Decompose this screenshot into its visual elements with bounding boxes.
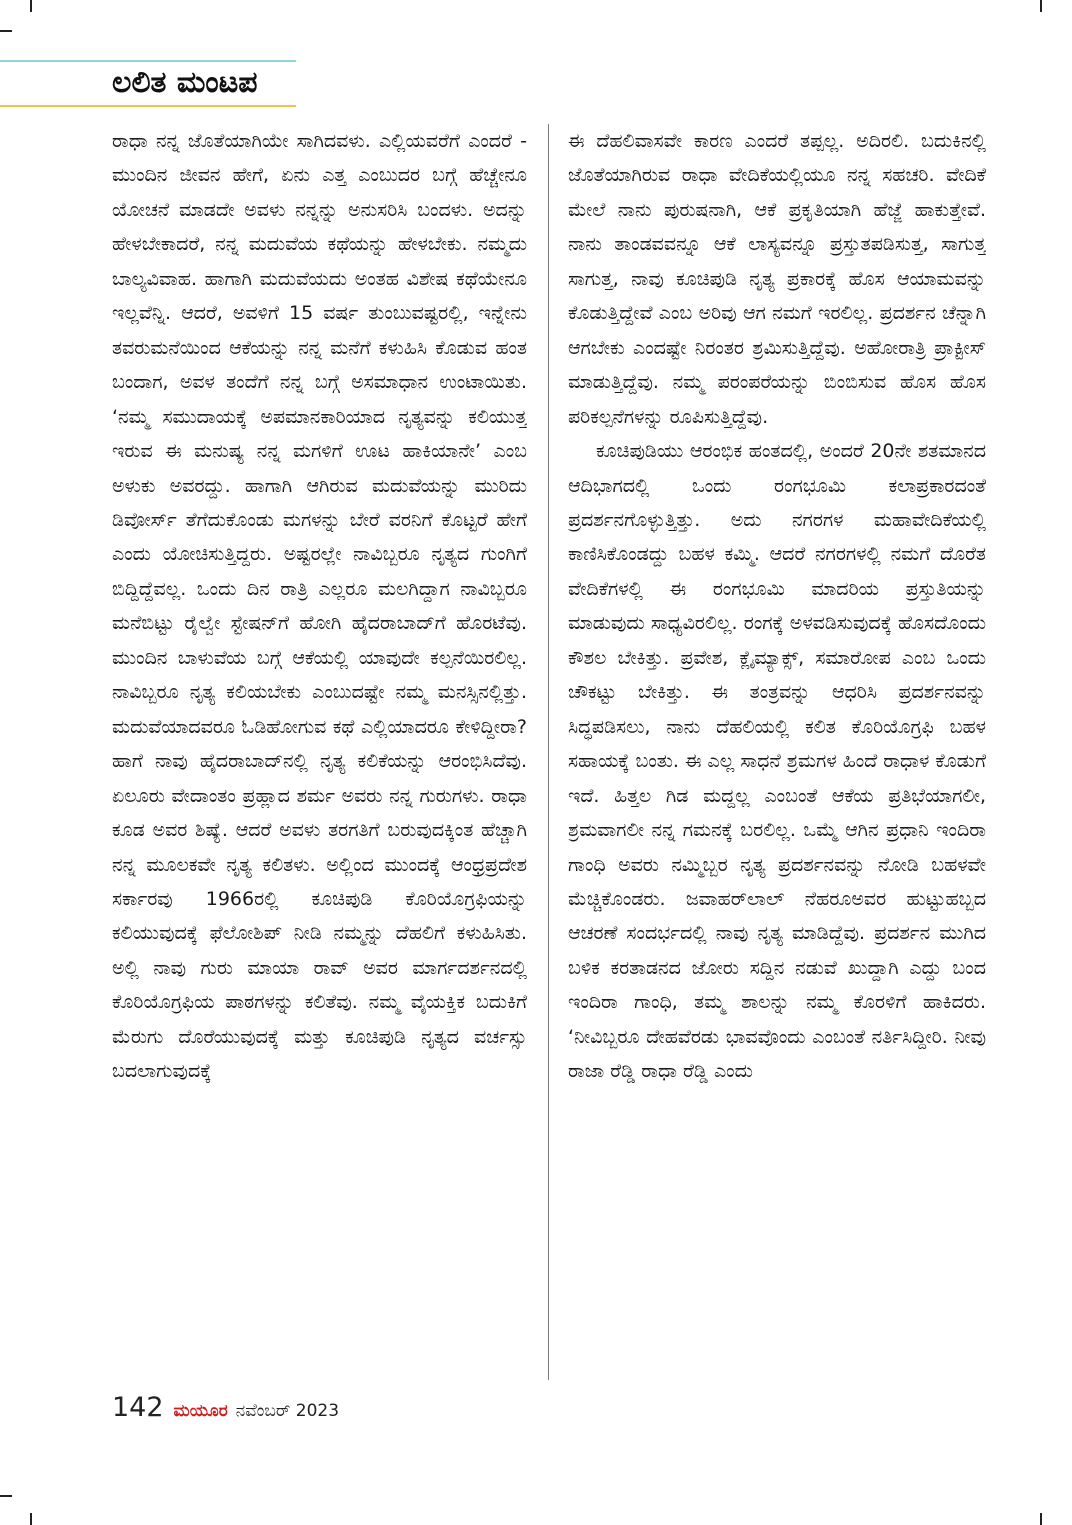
crop-mark-top-left xyxy=(30,0,32,12)
page-number: 142 xyxy=(112,1392,164,1423)
issue-date: ನವೆಂಬರ್ 2023 xyxy=(235,1401,340,1421)
crop-mark-bottom-right xyxy=(1040,1513,1042,1525)
crop-mark-left-bottom xyxy=(0,1495,12,1497)
magazine-logo: ಮಯೂರ xyxy=(173,1401,228,1421)
crop-mark-left-top xyxy=(0,30,12,32)
article-column-left xyxy=(112,124,527,1380)
section-title: ಲಲಿತ ಮಂಟಪ xyxy=(112,65,258,100)
article-column-right xyxy=(568,124,986,1380)
paragraph: ಕೂಚಿಪುಡಿಯು ಆರಂಭಿಕ ಹಂತದಲ್ಲಿ, ಅಂದರೆ 20ನೇ ಶತಮಾನದ ಆದಿಭಾಗದಲ್ಲಿ ಒಂದು ರಂಗಭೂಮಿ ಕಲಾಪ್ರಕಾರದಂತೆ ಪ್ರದರ್ಶನಗೊಳ್ಳುತ್ತಿತ್ತು. ಅದು ನಗರಗಳ ಮಹಾವೇದಿಕೆಯಲ್ಲಿ ಕಾಣಿಸಿಕೊಂಡದ್ದು ಬಹಳ ಕಮ್ಮಿ. ಆದರೆ ನಗರಗಳಲ್ಲಿ ನಮಗೆ ದೊರೆತ ವೇದಿಕೆಗಳಲ್ಲಿ ಈ ರಂಗಭೂಮಿ ಮಾದರಿಯ ಪ್ರಸ್ತುತಿಯನ್ನು ಮಾಡುವುದು ಸಾಧ್ಯವಿರಲಿಲ್ಲ. ರಂಗಕ್ಕೆ ಅಳವಡಿಸುವುದಕ್ಕೆ ಹೊಸದೊಂದು ಕೌಶಲ ಬೇಕಿತ್ತು. ಪ್ರವೇಶ, ಕ್ಲೈಮ್ಯಾಕ್ಸ್, ಸಮಾರೋಪ ಎಂಬ ಒಂದು ಚೌಕಟ್ಟು ಬೇಕಿತ್ತು. ಈ ತಂತ್ರವನ್ನು ಆಧರಿಸಿ ಪ್ರದರ್ಶನವನ್ನು ಸಿದ್ಧಪಡಿಸಲು, ನಾನು ದೆಹಲಿಯಲ್ಲಿ ಕಲಿತ ಕೊರಿಯೊಗ್ರಫಿ ಬಹಳ ಸಹಾಯಕ್ಕೆ ಬಂತು. ಈ ಎಲ್ಲ ಸಾಧನೆ ಶ್ರಮಗಳ ಹಿಂದೆ ರಾಧಾಳ ಕೊಡುಗೆ ಇದೆ. ಹಿತ್ತಲ ಗಿಡ ಮದ್ದಲ್ಲ ಎಂಬಂತೆ ಆಕೆಯ ಪ್ರತಿಭೆಯಾಗಲೀ, ಶ್ರಮವಾಗಲೀ ನನ್ನ ಗಮನಕ್ಕೆ ಬರಲಿಲ್ಲ. ಒಮ್ಮೆ ಆಗಿನ ಪ್ರಧಾನಿ ಇಂದಿರಾ ಗಾಂಧಿ ಅವರು ನಮ್ಮಿಬ್ಬರ ನೃತ್ಯ ಪ್ರದರ್ಶನವನ್ನು ನೋಡಿ ಬಹಳವೇ ಮೆಚ್ಚಿಕೊಂಡರು. ಜವಾಹರ್‌ಲಾಲ್ ನೆಹರೂಅವರ ಹುಟ್ಟುಹಬ್ಬದ ಆಚರಣೆ ಸಂದರ್ಭದಲ್ಲಿ ನಾವು ನೃತ್ಯ ಮಾಡಿದ್ದೆವು. ಪ್ರದರ್ಶನ ಮುಗಿದ ಬಳಿಕ ಕರತಾಡನದ ಜೋರು ಸದ್ದಿನ ನಡುವೆ ಖುದ್ದಾಗಿ ಎದ್ದು ಬಂದ ಇಂದಿರಾ ಗಾಂಧಿ, ತಮ್ಮ ಶಾಲನ್ನು ನಮ್ಮ ಕೊರಳಿಗೆ ಹಾಕಿದರು. ‘ನೀವಿಬ್ಬರೂ ದೇಹವೆರಡು ಭಾವವೊಂದು ಎಂಬಂತೆ ನರ್ತಿಸಿದ್ದೀರಿ. ನೀವು ರಾಜಾ ರೆಡ್ಡಿ ರಾಧಾ ರೆಡ್ಡಿ ಎಂದು xyxy=(568,440,986,1083)
title-rule-bottom xyxy=(0,105,296,107)
column-divider xyxy=(548,124,549,1380)
crop-mark-bottom-left xyxy=(30,1513,32,1525)
crop-mark-top-right xyxy=(1040,0,1042,12)
page-footer xyxy=(112,1392,339,1432)
paragraph: ರಾಧಾ ನನ್ನ ಜೊತೆಯಾಗಿಯೇ ಸಾಗಿದವಳು. ಎಲ್ಲಿಯವರೆಗೆ ಎಂದರೆ - ಮುಂದಿನ ಜೀವನ ಹೇಗೆ, ಏನು ಎತ್ತ ಎಂಬುದರ ಬಗ್ಗೆ ಹೆಚ್ಚೇನೂ ಯೋಚನೆ ಮಾಡದೇ ಅವಳು ನನ್ನನ್ನು ಅನುಸರಿಸಿ ಬಂದಳು. ಅದನ್ನು ಹೇಳಬೇಕಾದರೆ, ನನ್ನ ಮದುವೆಯ ಕಥೆಯನ್ನು ಹೇಳಬೇಕು. ನಮ್ಮದು ಬಾಲ್ಯವಿವಾಹ. ಹಾಗಾಗಿ ಮದುವೆಯದು ಅಂತಹ ವಿಶೇಷ ಕಥೆಯೇನೂ ಇಲ್ಲವೆನ್ನಿ. ಆದರೆ, ಅವಳಿಗೆ 15 ವರ್ಷ ತುಂಬುವಷ್ಟರಲ್ಲಿ, ಇನ್ನೇನು ತವರುಮನೆಯಿಂದ ಆಕೆಯನ್ನು ನನ್ನ ಮನೆಗೆ ಕಳುಹಿಸಿ ಕೊಡುವ ಹಂತ ಬಂದಾಗ, ಅವಳ ತಂದೆಗೆ ನನ್ನ ಬಗ್ಗೆ ಅಸಮಾಧಾನ ಉಂಟಾಯಿತು. ‘ನಮ್ಮ ಸಮುದಾಯಕ್ಕೆ ಅಪಮಾನಕಾರಿಯಾದ ನೃತ್ಯವನ್ನು ಕಲಿಯುತ್ತ ಇರುವ ಈ ಮನುಷ್ಯ ನನ್ನ ಮಗಳಿಗೆ ಊಟ ಹಾಕಿಯಾನೇ’ ಎಂಬ ಅಳುಕು ಅವರದ್ದು. ಹಾಗಾಗಿ ಆಗಿರುವ ಮದುವೆಯನ್ನು ಮುರಿದು ಡಿವೋರ್ಸ್ ತೆಗೆದುಕೊಂಡು ಮಗಳನ್ನು ಬೇರೆ ವರನಿಗೆ ಕೊಟ್ಟರೆ ಹೇಗೆ ಎಂದು ಯೋಚಿಸುತ್ತಿದ್ದರು. ಅಷ್ಟರಲ್ಲೇ ನಾವಿಬ್ಬರೂ ನೃತ್ಯದ ಗುಂಗಿಗೆ ಬಿದ್ದಿದ್ದೆವಲ್ಲ. ಒಂದು ದಿನ ರಾತ್ರಿ ಎಲ್ಲರೂ ಮಲಗಿದ್ದಾಗ ನಾವಿಬ್ಬರೂ ಮನೆಬಿಟ್ಟು ರೈಲ್ವೇ ಸ್ಟೇಷನ್‌ಗೆ ಹೋಗಿ ಹೈದರಾಬಾದ್‌ಗೆ ಹೊರಟೆವು. ಮುಂದಿನ ಬಾಳುವೆಯ ಬಗ್ಗೆ ಆಕೆಯಲ್ಲಿ ಯಾವುದೇ ಕಲ್ಪನೆಯಿರಲಿಲ್ಲ. ನಾವಿಬ್ಬರೂ ನೃತ್ಯ ಕಲಿಯಬೇಕು ಎಂಬುದಷ್ಟೇ ನಮ್ಮ ಮನಸ್ಸಿನಲ್ಲಿತ್ತು. ಮದುವೆಯಾದವರೂ ಓಡಿಹೋಗುವ ಕಥೆ ಎಲ್ಲಿಯಾದರೂ ಕೇಳಿದ್ದೀರಾ? ಹಾಗೆ ನಾವು ಹೈದರಾಬಾದ್‌ನಲ್ಲಿ ನೃತ್ಯ ಕಲಿಕೆಯನ್ನು ಆರಂಭಿಸಿದೆವು. ಏಲೂರು ವೇದಾಂತಂ ಪ್ರಹ್ಲಾದ ಶರ್ಮ ಅವರು ನನ್ನ ಗುರುಗಳು. ರಾಧಾ ಕೂಡ ಅವರ ಶಿಷ್ಯೆ. ಆದರೆ ಅವಳು ತರಗತಿಗೆ ಬರುವುದಕ್ಕಿಂತ ಹೆಚ್ಚಾಗಿ ನನ್ನ ಮೂಲಕವೇ ನೃತ್ಯ ಕಲಿತಳು. ಅಲ್ಲಿಂದ ಮುಂದಕ್ಕೆ ಆಂಧ್ರಪ್ರದೇಶ ಸರ್ಕಾರವು 1966ರಲ್ಲಿ ಕೂಚಿಪುಡಿ ಕೊರಿಯೊಗ್ರಫಿಯನ್ನು ಕಲಿಯುವುದಕ್ಕೆ ಫೆಲೋಶಿಪ್ ನೀಡಿ ನಮ್ಮನ್ನು ದೆಹಲಿಗೆ ಕಳುಹಿಸಿತು. ಅಲ್ಲಿ ನಾವು ಗುರು ಮಾಯಾ ರಾವ್ ಅವರ ಮಾರ್ಗದರ್ಶನದಲ್ಲಿ ಕೊರಿಯೊಗ್ರಫಿಯ ಪಾಠಗಳನ್ನು ಕಲಿತೆವು. ನಮ್ಮ ವೈಯಕ್ತಿಕ ಬದುಕಿಗೆ ಮೆರುಗು ದೊರೆಯುವುದಕ್ಕೆ ಮತ್ತು ಕೂಚಿಪುಡಿ ನೃತ್ಯದ ವರ್ಚಸ್ಸು ಬದಲಾಗುವುದಕ್ಕೆ xyxy=(112,130,527,1083)
paragraph: ಈ ದೆಹಲಿವಾಸವೇ ಕಾರಣ ಎಂದರೆ ತಪ್ಪಲ್ಲ. ಅದಿರಲಿ. ಬದುಕಿನಲ್ಲಿ ಜೊತೆಯಾಗಿರುವ ರಾಧಾ ವೇದಿಕೆಯಲ್ಲಿಯೂ ನನ್ನ ಸಹಚರಿ. ವೇದಿಕೆ ಮೇಲೆ ನಾನು ಪುರುಷನಾಗಿ, ಆಕೆ ಪ್ರಕೃತಿಯಾಗಿ ಹೆಜ್ಜೆ ಹಾಕುತ್ತೇವೆ. ನಾನು ತಾಂಡವವನ್ನೂ ಆಕೆ ಲಾಸ್ಯವನ್ನೂ ಪ್ರಸ್ತುತಪಡಿಸುತ್ತ, ಸಾಗುತ್ತ ಸಾಗುತ್ತ, ನಾವು ಕೂಚಿಪುಡಿ ನೃತ್ಯ ಪ್ರಕಾರಕ್ಕೆ ಹೊಸ ಆಯಾಮವನ್ನು ಕೊಡುತ್ತಿದ್ದೇವೆ ಎಂಬ ಅರಿವು ಆಗ ನಮಗೆ ಇರಲಿಲ್ಲ. ಪ್ರದರ್ಶನ ಚೆನ್ನಾಗಿ ಆಗಬೇಕು ಎಂದಷ್ಟೇ ನಿರಂತರ ಶ್ರಮಿಸುತ್ತಿದ್ದೆವು. ಅಹೋರಾತ್ರಿ ಪ್ರಾಕ್ಟೀಸ್ ಮಾಡುತ್ತಿದ್ದೆವು. ನಮ್ಮ ಪರಂಪರೆಯನ್ನು ಬಿಂಬಿಸುವ ಹೊಸ ಹೊಸ ಪರಿಕಲ್ಪನೆಗಳನ್ನು ರೂಪಿಸುತ್ತಿದ್ದೆವು. xyxy=(568,130,986,428)
